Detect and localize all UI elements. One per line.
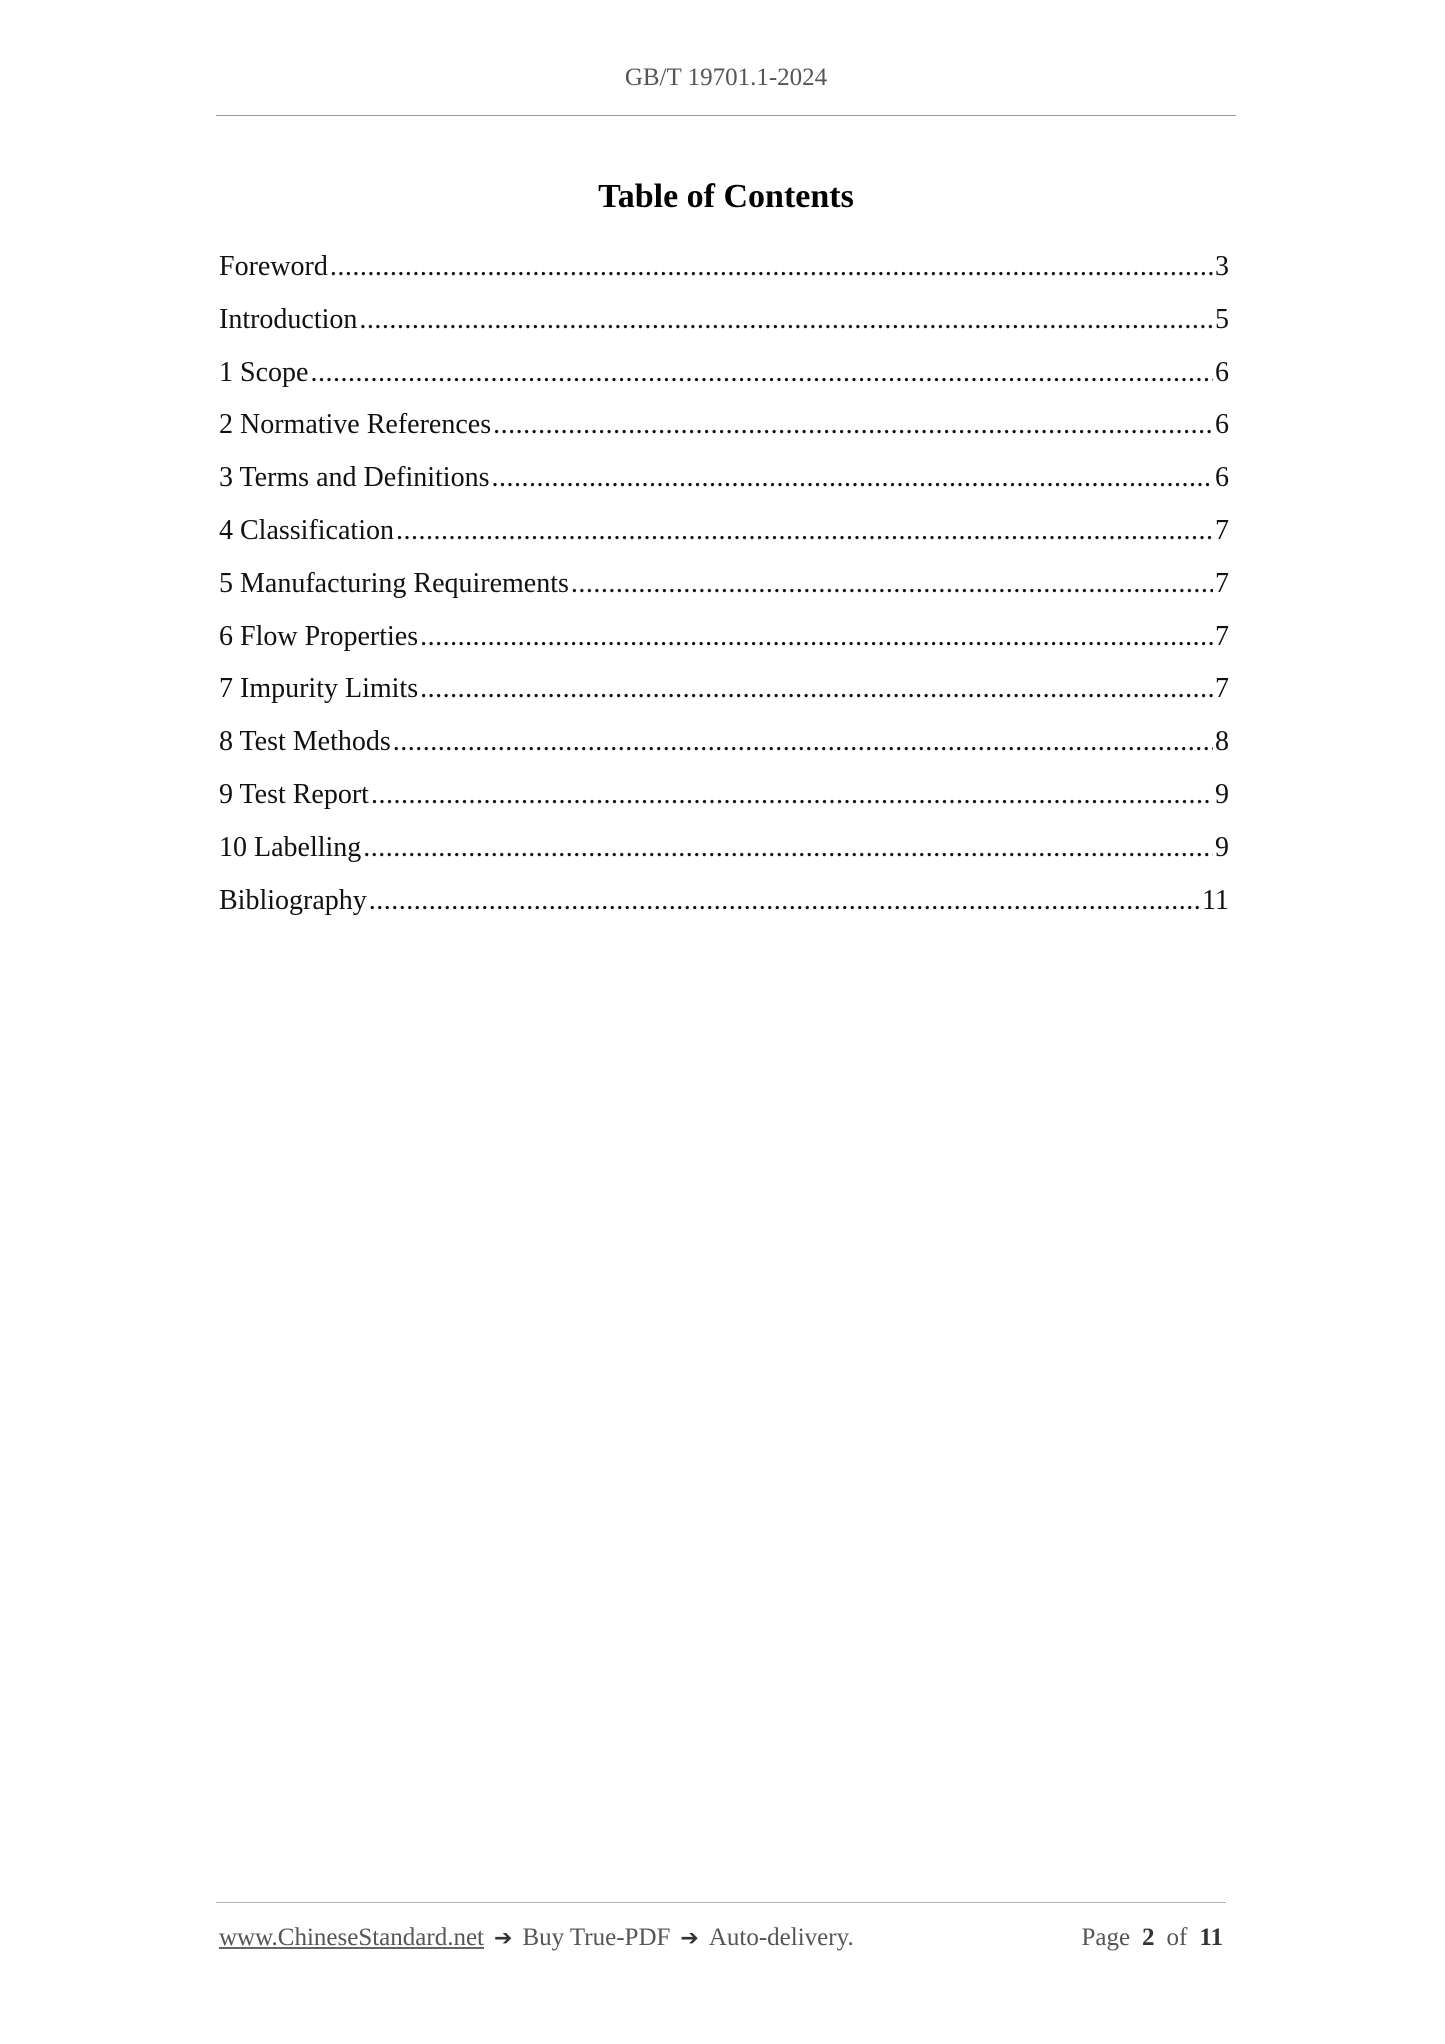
page-number (1081, 1924, 1223, 1952)
toc-entry-label: 7 Impurity Limits (219, 673, 419, 705)
page-word: Page (1081, 1924, 1131, 1951)
toc-entry[interactable] (219, 515, 1229, 568)
toc-dot-leader (491, 462, 1213, 494)
right-arrow-icon: ➔ (494, 1926, 513, 1951)
toc-entry[interactable] (219, 462, 1229, 515)
toc-entry-page: 11 (1202, 884, 1229, 916)
toc-entry-label: Bibliography (219, 884, 367, 916)
toc-entry-label: Introduction (219, 303, 358, 335)
toc-entry-page: 8 (1215, 726, 1229, 758)
toc-entry[interactable] (219, 409, 1229, 462)
toc-entry-label: 10 Labelling (219, 831, 362, 863)
toc-entry[interactable] (219, 726, 1229, 779)
total-pages-number: 11 (1199, 1924, 1223, 1951)
toc-entry-page: 6 (1215, 409, 1229, 441)
toc-entry-page: 6 (1215, 356, 1229, 388)
footer-rule (216, 1902, 1226, 1903)
toc-entry-label: 8 Test Methods (219, 726, 391, 758)
toc-entry[interactable] (219, 621, 1229, 674)
toc-dot-leader (310, 357, 1213, 389)
toc-entry-label: 2 Normative References (219, 409, 492, 441)
toc-entry-label: Foreword (219, 251, 328, 282)
toc-dot-leader (330, 251, 1213, 283)
toc-entry-label: 9 Test Report (219, 778, 369, 810)
toc-dot-leader (420, 621, 1213, 653)
header-rule (216, 115, 1236, 116)
toc-title: Table of Contents (598, 178, 854, 215)
of-word: of (1166, 1924, 1188, 1951)
toc-entry[interactable] (219, 779, 1229, 832)
website-link[interactable]: www.ChineseStandard.net (219, 1924, 484, 1951)
toc-entry[interactable] (219, 673, 1229, 726)
footer-promo (219, 1924, 854, 1952)
toc-list (219, 251, 1229, 937)
toc-entry-page: 9 (1215, 831, 1229, 863)
toc-entry[interactable] (219, 251, 1229, 304)
toc-entry-page: 6 (1215, 462, 1229, 494)
page-footer (219, 1924, 1223, 1952)
toc-dot-leader (420, 673, 1213, 705)
toc-entry[interactable] (219, 832, 1229, 885)
toc-entry[interactable] (219, 357, 1229, 410)
toc-entry[interactable] (219, 568, 1229, 621)
right-arrow-icon: ➔ (680, 1926, 699, 1951)
toc-dot-leader (369, 885, 1200, 917)
toc-entry-label: 6 Flow Properties (219, 620, 419, 652)
toc-dot-leader (363, 832, 1213, 864)
running-header: GB/T 19701.1-2024 (624, 64, 828, 91)
toc-dot-leader (493, 409, 1213, 441)
toc-entry-page: 5 (1215, 303, 1229, 335)
current-page-number: 2 (1142, 1924, 1155, 1951)
toc-entry-label: 3 Terms and Definitions (219, 462, 490, 494)
toc-entry-page: 7 (1215, 514, 1229, 546)
toc-entry-label: 1 Scope (219, 356, 309, 388)
toc-entry[interactable] (219, 885, 1229, 938)
toc-entry-label: 4 Classification (219, 514, 394, 546)
toc-entry[interactable] (219, 304, 1229, 357)
toc-entry-page: 3 (1215, 251, 1229, 282)
toc-entry-page: 9 (1215, 778, 1229, 810)
toc-dot-leader (371, 779, 1213, 811)
toc-entry-label: 5 Manufacturing Requirements (219, 567, 569, 599)
toc-dot-leader (393, 726, 1213, 758)
footer-step-buy: Buy True-PDF (522, 1924, 671, 1951)
footer-step-delivery: Auto-delivery. (708, 1924, 854, 1951)
toc-dot-leader (396, 515, 1213, 547)
toc-dot-leader (571, 568, 1213, 600)
toc-dot-leader (359, 304, 1213, 336)
toc-entry-page: 7 (1215, 567, 1229, 599)
toc-entry-page: 7 (1215, 620, 1229, 652)
toc-entry-page: 7 (1215, 673, 1229, 705)
